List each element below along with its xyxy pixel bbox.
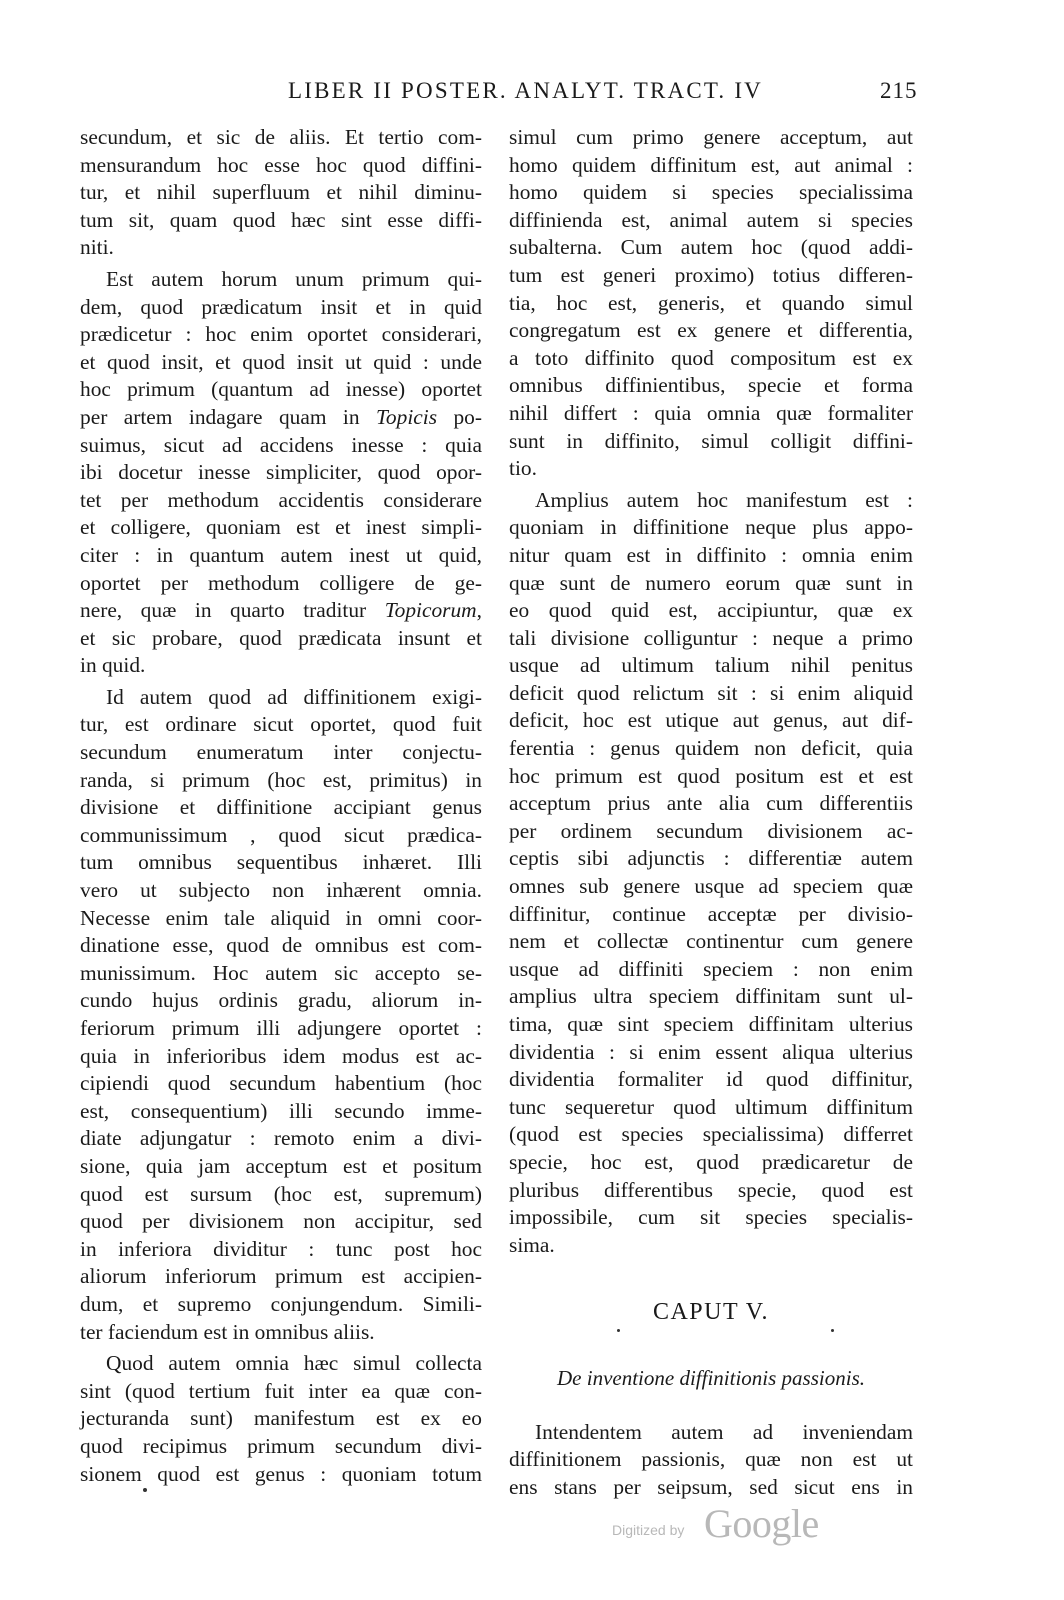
italic-book-title: Topicorum <box>384 598 477 623</box>
text-line: diate adjungatur : remoto enim a divi- <box>80 1126 482 1151</box>
italic-book-title: Topicis <box>376 404 438 429</box>
text-line: omnes sub genere usque ad speciem quæ <box>509 874 913 899</box>
text-line: tunc sequeretur quod ultimum diffinitum <box>509 1094 913 1119</box>
text-line: jecturanda sunt) manifestum est ex eo <box>80 1406 482 1431</box>
text-line: et quod insit, et quod insit ut quid : unde <box>80 349 482 374</box>
text-line: Intendentem autem ad inveniendam <box>535 1419 913 1444</box>
paragraph-continued <box>509 124 913 483</box>
text-line: tali divisione colliguntur : neque a primo <box>509 625 913 650</box>
text-line: Est autem horum unum primum qui- <box>106 266 482 291</box>
text-line: specie, hoc est, quod prædicaretur de <box>509 1149 913 1174</box>
text-line: Necesse enim tale aliquid in omni coor- <box>80 905 482 930</box>
text-line: Id autem quod ad diffinitionem exigi- <box>106 684 482 709</box>
paragraph <box>80 266 482 680</box>
text-line: tum sit, quam quod hæc sint esse diffi- <box>80 207 482 232</box>
text-line: subalterna. Cum autem hoc (quod addi- <box>509 235 913 260</box>
text-line: secundum, et sic de aliis. Et tertio com- <box>80 125 482 149</box>
text-line: ter faciendum est in omnibus aliis. <box>80 1319 375 1344</box>
text-line: et sic probare, quod prædicata insunt et <box>80 625 482 650</box>
text-line: deficit, hoc est utique aut genus, aut dif- <box>509 708 913 733</box>
text-line: quia in inferioribus idem modus est ac- <box>80 1043 482 1068</box>
text-line: sunt in diffinito, simul colligit diffini- <box>509 428 913 453</box>
text-line: communissimum , quod sicut prædica- <box>80 822 482 847</box>
paragraph <box>509 1419 913 1502</box>
text-line: est, consequentium) illi secundo imme- <box>80 1098 482 1123</box>
text-line: suimus, sicut ad accidens inesse : quia <box>80 432 482 457</box>
text-line: prædicetur : hoc enim oportet considerari, <box>80 322 482 347</box>
text-line: amplius ultra speciem diffinitam sunt ul- <box>509 984 913 1009</box>
text-line: oportet per methodum colligere de ge- <box>80 570 482 595</box>
right-column <box>509 124 913 1505</box>
text-line: ibi docetur inesse simpliciter, quod opor- <box>80 460 482 485</box>
chapter-subtitle: De inventione diffinitionis passionis. <box>557 1365 865 1390</box>
text-line: tum omnibus sequentibus inhæret. Illi <box>80 850 482 875</box>
text-line: nitur quam est in diffinito : omnia enim <box>509 542 913 567</box>
text-line: dinatione esse, quod de omnibus est com- <box>80 933 482 958</box>
text-line: acceptum prius ante alia cum differentiis <box>509 791 913 816</box>
text-line: divisione et diffinitione accipiant genus <box>80 795 482 820</box>
chapter-title: CAPUT V. <box>652 1299 770 1326</box>
text-line: tet per methodum accidentis considerare <box>80 487 482 512</box>
text-line: (quod est species specialissima) differret <box>509 1122 913 1147</box>
text-line: quoniam in diffinitione neque plus appo- <box>509 515 913 540</box>
text-line: homo quidem si species specialissima <box>509 180 913 205</box>
paragraph <box>80 684 482 1346</box>
page-number: 215 <box>880 78 918 103</box>
text-line: quod est sursum (hoc est, supremum) <box>80 1181 482 1206</box>
text-line: mensurandum hoc esse hoc quod diffini- <box>80 152 482 177</box>
text-line: quod recipimus primum secundum divi- <box>80 1433 482 1458</box>
running-head: LIBER II POSTER. ANALYT. TRACT. IV <box>288 78 763 103</box>
text-line: citer : in quantum autem inest ut quid, <box>80 542 482 567</box>
text-line: impossibile, cum sit species specialis- <box>509 1205 913 1230</box>
text-line: a toto diffinito quod compositum est ex <box>509 345 913 370</box>
text-line: tum est generi proximo) totius differen- <box>509 262 913 287</box>
page-header <box>0 78 1064 108</box>
text-line: munissimum. Hoc autem sic accepto se- <box>80 960 482 985</box>
stray-mark <box>143 1488 147 1492</box>
text-line: randa, si primum (hoc est, primitus) in <box>80 767 482 792</box>
text-line: tima, quæ sint speciem diffinitam ulterius <box>509 1012 913 1036</box>
text-line: Amplius autem hoc manifestum est : <box>535 487 913 512</box>
text-line: tio. <box>509 456 537 481</box>
text-line: nihil differt : quia omnia quæ formaliter <box>509 400 913 425</box>
text-line: niti. <box>80 235 114 260</box>
ornament-dot <box>831 1329 834 1332</box>
left-column <box>80 124 482 1492</box>
text-line: cundo hujus ordinis gradu, aliorum in- <box>80 988 482 1013</box>
paragraph <box>80 1350 482 1488</box>
text-line: dividentia : si enim essent aliqua ulterius <box>509 1039 913 1064</box>
text-line: homo quidem diffinitum est, aut animal : <box>509 152 913 177</box>
text-line: dum, et supremo conjungendum. Simili- <box>80 1291 482 1316</box>
text-line: omnibus diffinientibus, specie et forma <box>509 373 913 398</box>
text-line: quod per divisionem non accipitur, sed <box>80 1209 482 1234</box>
text-line: dividentia formaliter id quod diffinitur, <box>509 1067 913 1092</box>
text-line: ceptis sibi adjunctis : differentiæ autem <box>509 846 913 871</box>
text-line: sint (quod tertium fuit inter ea quæ con- <box>80 1378 482 1403</box>
text-line: in inferiora dividitur : tunc post hoc <box>80 1236 482 1261</box>
text-line: Quod autem omnia hæc simul collecta <box>106 1351 482 1376</box>
google-logo: Google <box>704 1501 819 1546</box>
ornament-dot <box>617 1329 620 1332</box>
text-line: in quid. <box>80 653 146 678</box>
text-line: per ordinem secundum divisionem ac- <box>509 818 913 843</box>
text-line: simul cum primo genere acceptum, aut <box>509 125 913 149</box>
text-line: diffinienda est, animal autem si species <box>509 207 913 232</box>
text-line: tur, et nihil superfluum et nihil diminu- <box>80 180 482 205</box>
text-line: ferentia : genus quidem non deficit, quia <box>509 736 913 761</box>
text-line: pluribus differentibus specie, quod est <box>509 1177 913 1202</box>
text-line: cipiendi quod secundum habentium (hoc <box>80 1071 482 1096</box>
text-line: sione, quia jam acceptum est et positum <box>80 1153 482 1178</box>
text-line: hoc primum est quod positum est et est <box>509 763 913 788</box>
text-line: per artem indagare quam in Topicis po- <box>80 404 482 429</box>
text-line: secundum enumeratum inter conjectu- <box>80 740 482 765</box>
text-line: nem et collectæ continentur cum genere <box>509 929 913 954</box>
text-line: tia, hoc est, generis, et quando simul <box>509 290 913 315</box>
ornament-dots <box>509 1327 913 1335</box>
text-line: deficit quod relictum sit : si enim aliquid <box>509 680 913 705</box>
watermark-prefix: Digitized by <box>612 1522 685 1538</box>
text-line: hoc primum (quantum ad inesse) oportet <box>80 377 482 402</box>
text-line: sionem quod est genus : quoniam totum <box>80 1461 482 1486</box>
text-line: dem, quod prædicatum insit et in quid <box>80 294 482 319</box>
paragraph-continued <box>80 124 482 262</box>
text-line: usque ad diffiniti speciem : non enim <box>509 956 913 981</box>
text-line: ens stans per seipsum, sed sicut ens in <box>509 1474 913 1499</box>
text-line: quæ sunt de numero eorum quæ sunt in <box>509 570 913 595</box>
text-line: diffinitionem passionis, quæ non est ut <box>509 1447 913 1472</box>
text-line: aliorum inferiorum primum est accipien- <box>80 1264 482 1289</box>
text-line: feriorum primum illi adjungere oportet : <box>80 1016 482 1040</box>
text-line: sima. <box>509 1232 555 1257</box>
text-line: nere, quæ in quarto traditur Topicorum, <box>80 598 482 623</box>
digitized-watermark <box>612 1500 852 1556</box>
text-line: et colligere, quoniam est et inest simpli- <box>80 515 482 540</box>
text-line: eo quod quid est, accipiuntur, quæ ex <box>509 598 913 623</box>
text-line: congregatum est ex genere et differentia, <box>509 318 913 343</box>
text-line: vero ut subjecto non inhærent omnia. <box>80 878 482 903</box>
text-line: usque ad ultimum talium nihil penitus <box>509 653 913 678</box>
text-line: diffinitur, continue acceptæ per divisio- <box>509 901 913 926</box>
text-line: tur, est ordinare sicut oportet, quod fuit <box>80 712 482 737</box>
paragraph <box>509 487 913 1260</box>
